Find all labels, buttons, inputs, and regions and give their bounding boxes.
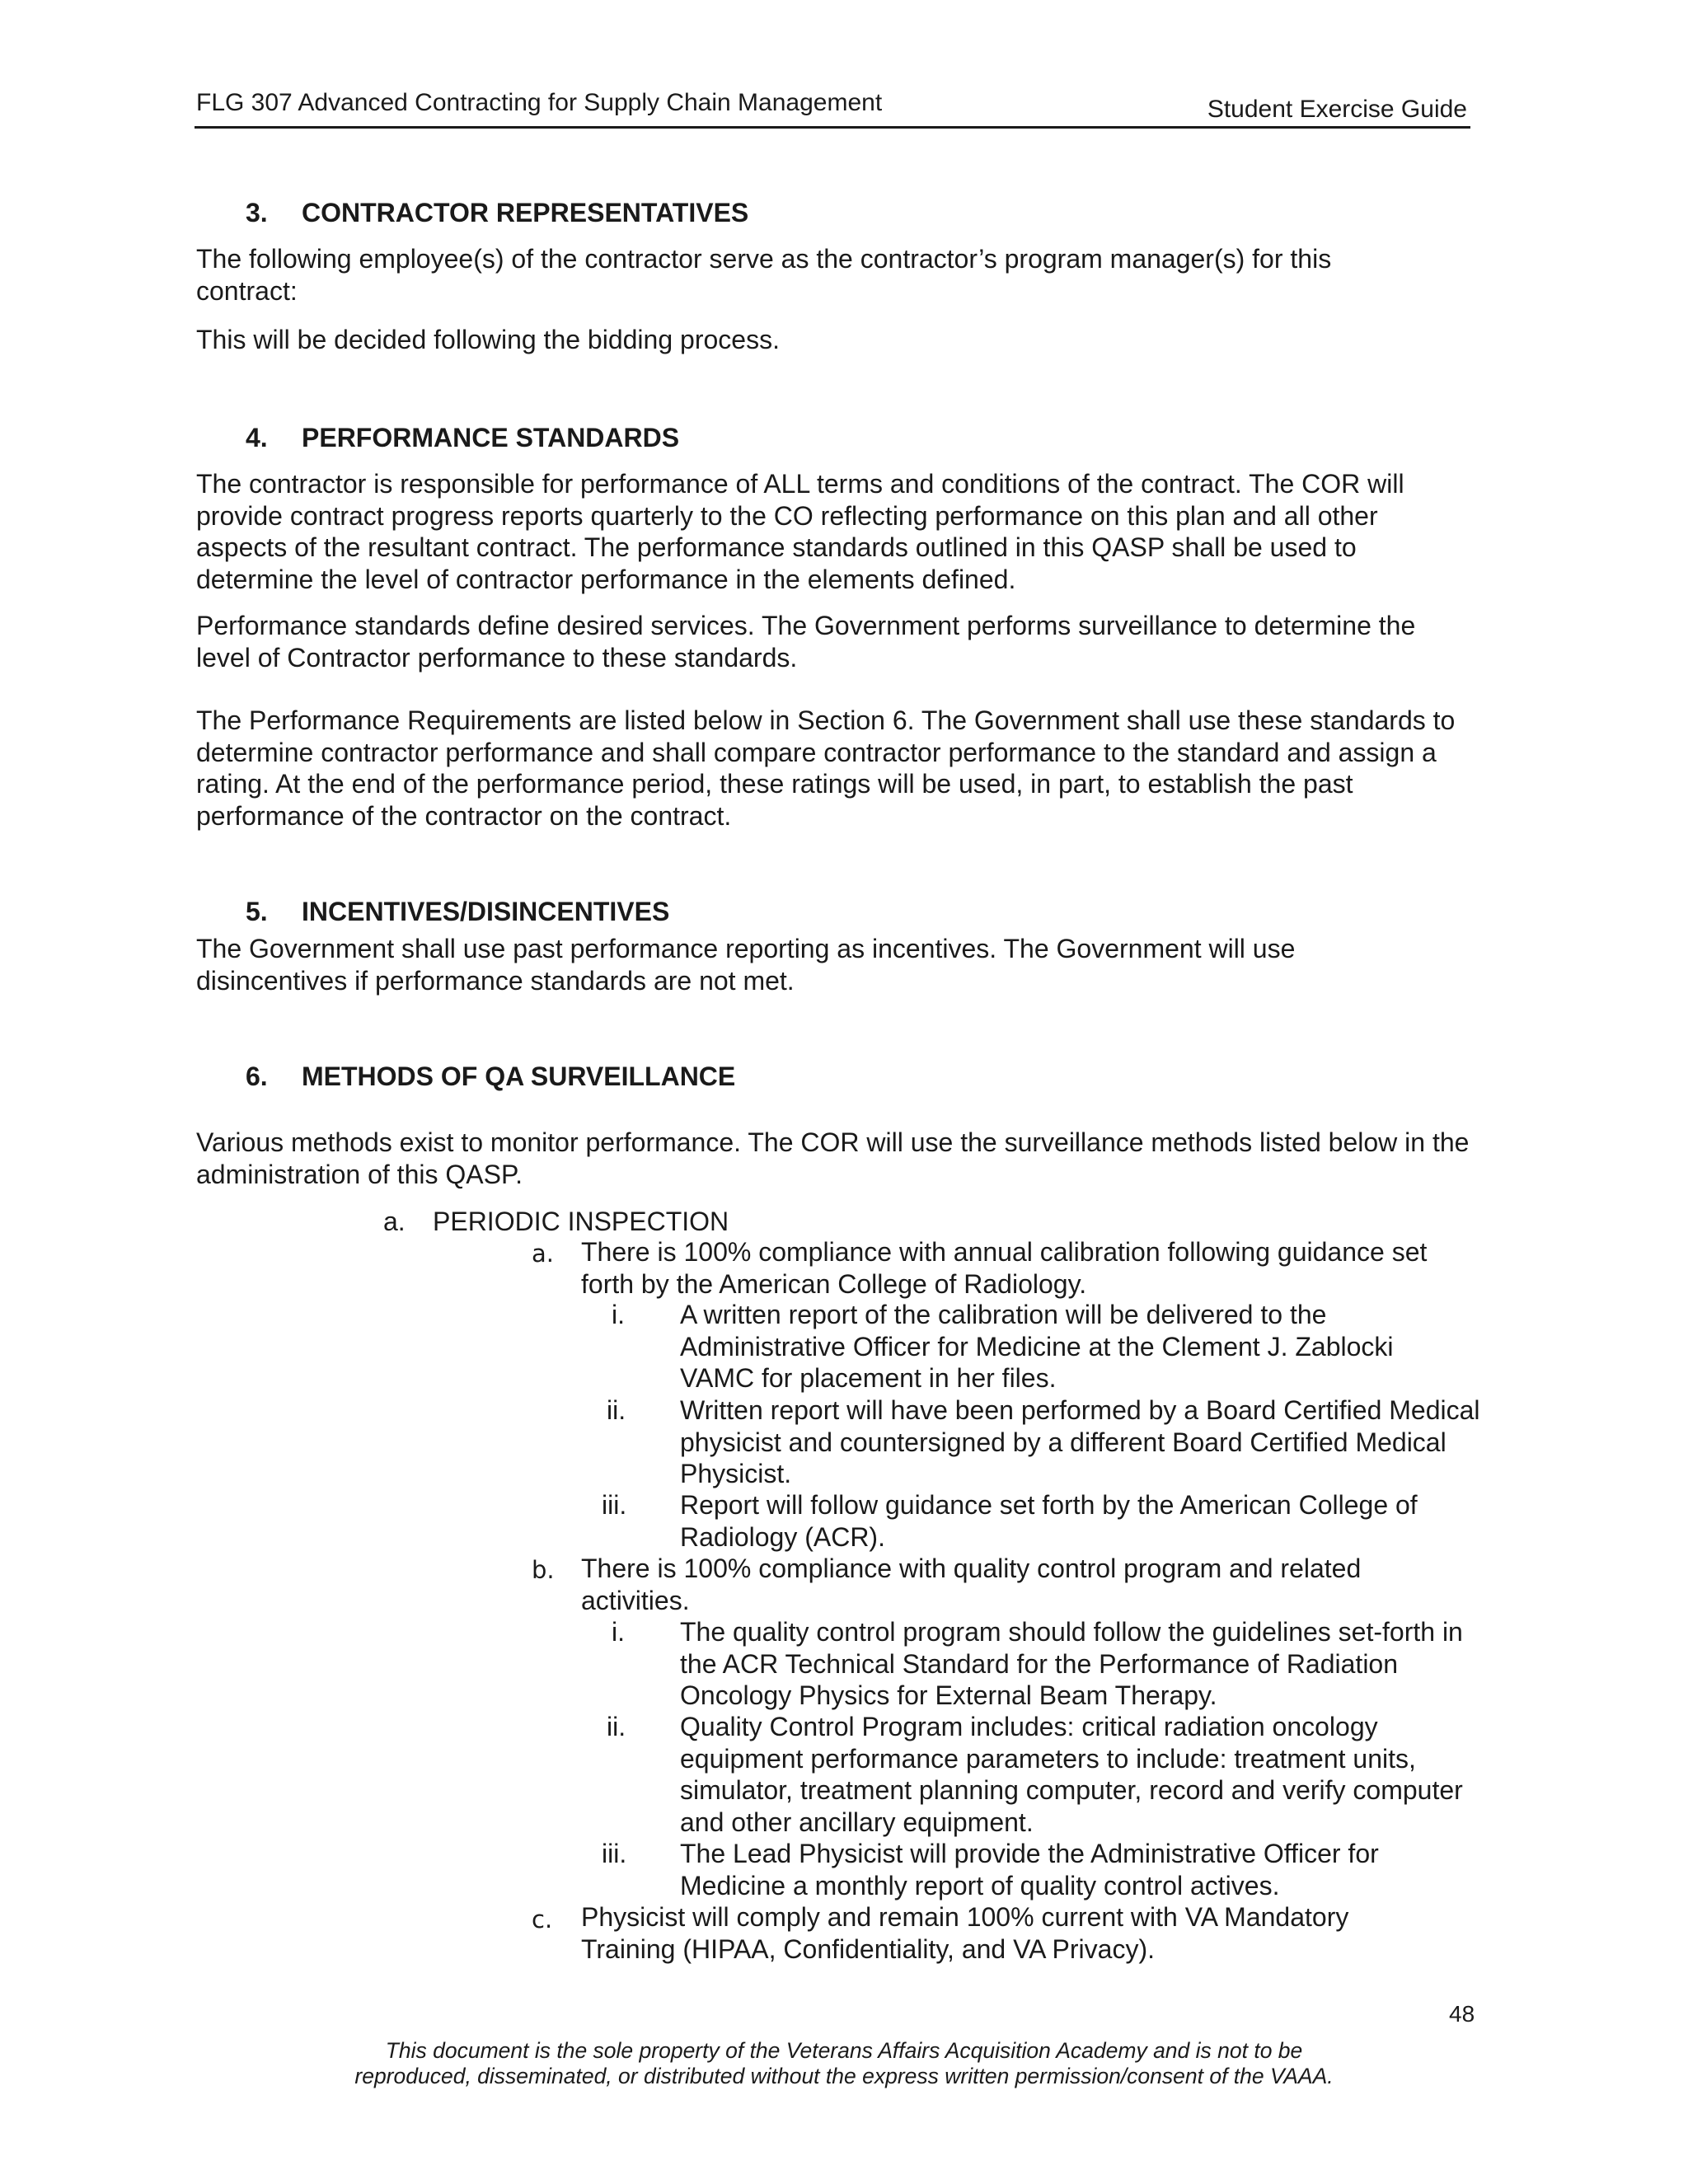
item-b-ii-label: ii. bbox=[607, 1712, 626, 1741]
section-number: 4. bbox=[246, 423, 268, 452]
header-guide-title: Student Exercise Guide bbox=[1207, 96, 1467, 123]
page-number: 48 bbox=[1449, 2001, 1475, 2027]
section-5-heading bbox=[246, 897, 669, 927]
item-c-text: Physicist will comply and remain 100% current with VA Mandatory Training (HIPAA, Confidentiality, and VA Privacy). bbox=[581, 1902, 1349, 1964]
section-number: 5. bbox=[246, 897, 268, 926]
section-4-paragraph-1: The contractor is responsible for performance of ALL terms and conditions of the contract. The COR will provide contract progress reports quarterly to the CO reflecting performance on this plan and all other aspects of the resultant contract. The performance standards outlined in this QASP shall be used to determine the level of contractor performance in the elements defined. bbox=[196, 469, 1404, 594]
section-4-paragraph-3: The Performance Requirements are listed below in Section 6. The Government shall use these standards to determine contractor performance and shall compare contractor performance to the standard and assign a rating. At the end of the performance period, these ratings will be used, in part, to establish the past performance of the contractor on the contract. bbox=[196, 705, 1456, 831]
section-3-paragraph-1: The following employee(s) of the contractor serve as the contractor’s program manager(s) for this contract: bbox=[196, 244, 1332, 306]
subsection-a-label: a. bbox=[383, 1207, 406, 1236]
item-c-label: c. bbox=[532, 1905, 553, 1933]
item-b-iii-text: The Lead Physicist will provide the Administrative Officer for Medicine a monthly report of quality control actives. bbox=[680, 1839, 1379, 1900]
section-number: 6. bbox=[246, 1062, 268, 1091]
section-5-paragraph-1: The Government shall use past performance reporting as incentives. The Government will use disincentives if performance standards are not met. bbox=[196, 934, 1296, 996]
section-3-paragraph-2: This will be decided following the bidding process. bbox=[196, 325, 780, 354]
item-a-text: There is 100% compliance with annual calibration following guidance set forth by the American College of Radiology. bbox=[581, 1237, 1428, 1299]
item-a-iii-label: iii. bbox=[602, 1490, 627, 1520]
section-title: CONTRACTOR REPRESENTATIVES bbox=[302, 198, 749, 227]
item-a-ii-label: ii. bbox=[607, 1395, 626, 1425]
section-title: INCENTIVES/DISINCENTIVES bbox=[302, 897, 670, 926]
section-4-heading bbox=[246, 423, 679, 453]
item-b-i-label: i. bbox=[612, 1617, 625, 1647]
section-title: METHODS OF QA SURVEILLANCE bbox=[302, 1062, 736, 1091]
section-number: 3. bbox=[246, 198, 268, 227]
item-b-label: b. bbox=[532, 1556, 555, 1584]
header-course-title: FLG 307 Advanced Contracting for Supply Chain Management bbox=[196, 89, 883, 116]
item-a-i-text: A written report of the calibration will be delivered to the Administrative Officer for Medicine at the Clement J. Zablocki VAMC for placement in her files. bbox=[680, 1300, 1394, 1393]
section-6-heading bbox=[246, 1062, 735, 1092]
footer-notice-line-1: This document is the sole property of the Veterans Affairs Acquisition Academy and is not to be bbox=[385, 2038, 1303, 2063]
section-6-paragraph-1: Various methods exist to monitor performance. The COR will use the surveillance methods listed below in the administration of this QASP. bbox=[196, 1127, 1470, 1189]
section-4-paragraph-2: Performance standards define desired services. The Government performs surveillance to determine the level of Contractor performance to these standards. bbox=[196, 611, 1416, 673]
item-b-i-text: The quality control program should follow the guidelines set-forth in the ACR Technical Standard for the Performance of Radiation Oncology Physics for External Beam Therapy. bbox=[680, 1617, 1463, 1710]
footer-notice-line-2: reproduced, disseminated, or distributed without the express written permission/consent of the VAAA. bbox=[354, 2064, 1334, 2088]
header-rule bbox=[195, 126, 1470, 129]
item-a-iii-text: Report will follow guidance set forth by the American College of Radiology (ACR). bbox=[680, 1490, 1418, 1552]
item-b-ii-text: Quality Control Program includes: critical radiation oncology equipment performance parameters to include: treatment units, simulator, treatment planning computer, record and verify computer and other ancillary equipment. bbox=[680, 1712, 1463, 1837]
item-a-ii-text: Written report will have been performed by a Board Certified Medical physicist and countersigned by a different Board Certified Medical Physicist. bbox=[680, 1395, 1480, 1488]
section-3-heading bbox=[246, 198, 748, 228]
subsection-a-title: PERIODIC INSPECTION bbox=[433, 1207, 729, 1236]
item-a-label: a. bbox=[532, 1240, 554, 1268]
section-title: PERFORMANCE STANDARDS bbox=[302, 423, 680, 452]
item-b-iii-label: iii. bbox=[602, 1839, 627, 1868]
item-a-i-label: i. bbox=[612, 1300, 625, 1329]
item-b-text: There is 100% compliance with quality control program and related activities. bbox=[581, 1554, 1362, 1615]
